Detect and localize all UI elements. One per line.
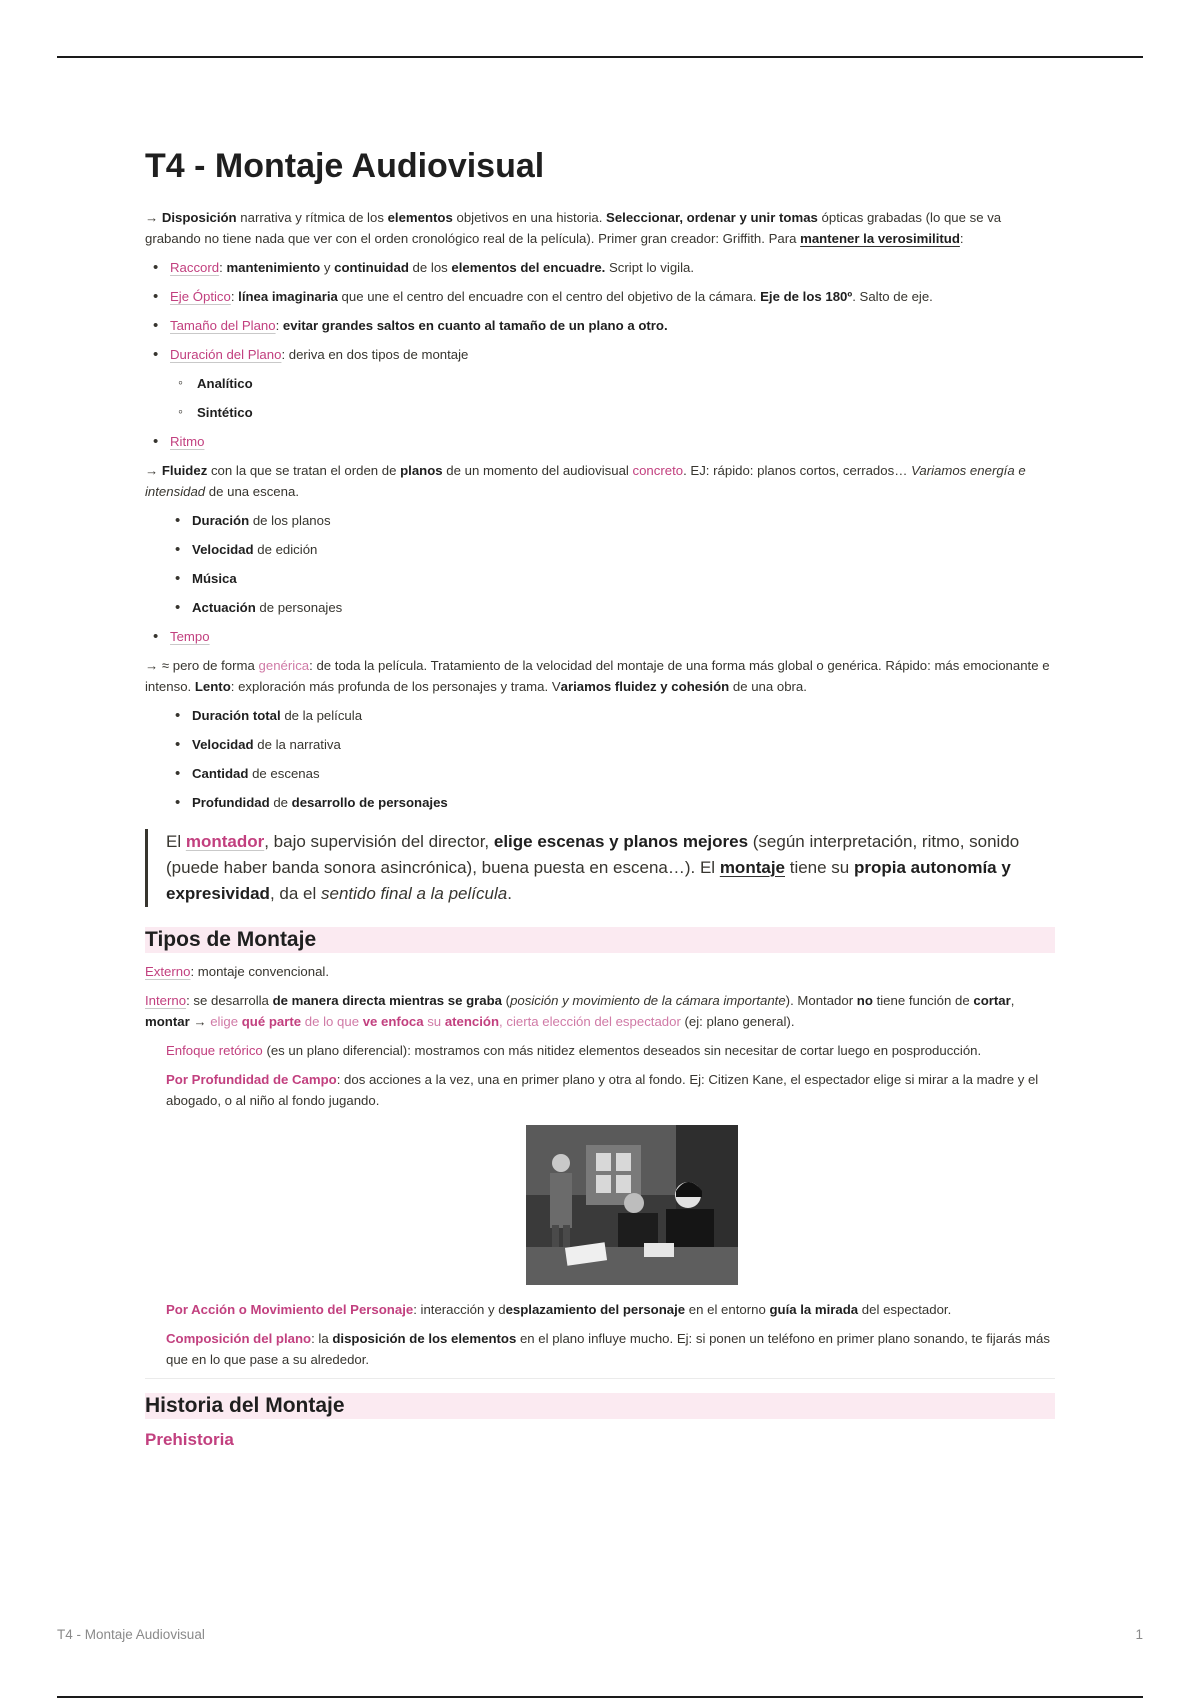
concepts-list [145, 257, 1055, 365]
bottom-rule [57, 1696, 1143, 1698]
link-tamano-plano[interactable]: Tamaño del Plano [170, 318, 276, 333]
link-tempo[interactable]: Tempo [170, 629, 210, 644]
link-raccord[interactable]: Raccord [170, 260, 220, 275]
page-title: T4 - Montaje Audiovisual [145, 147, 545, 185]
top-rule [57, 56, 1143, 58]
list-item: • Profundidad de desarrollo de personajes [145, 792, 1055, 813]
link-montaje[interactable]: montaje [719, 858, 785, 877]
list-item-ritmo [145, 431, 1055, 452]
ritmo-factors-list [145, 510, 1055, 618]
ritmo-list [145, 431, 1055, 452]
link-eje-optico[interactable]: Eje Óptico [170, 289, 231, 304]
list-item: • Duración de los planos [145, 510, 1055, 531]
list-item-raccord: • Raccord: mantenimiento y continuidad de los elementos del encuadre. Script lo vigila. [145, 257, 1055, 278]
link-interno[interactable]: Interno [145, 993, 187, 1008]
citizen-kane-still-image [526, 1125, 738, 1285]
generica-paragraph: → ≈ pero de forma genérica: de toda la película. Tratamiento de la velocidad del montaje de una forma más global o genérica. Rápido: más emocionante e intenso. Lento: exploración más profunda de los personajes y trama. Variamos fluidez y cohesión de una obra. [145, 658, 1050, 694]
profundidad-paragraph: Por Profundidad de Campo: dos acciones a la vez, una en primer plano y otra al fondo. Ej: Citizen Kane, el espectador elige si mirar a la madre y el abogado, o al niño al fondo jugando. [166, 1072, 1039, 1108]
section-heading-historia: Historia del Montaje [145, 1393, 1055, 1419]
subsection-heading-prehistoria: Prehistoria [145, 1430, 234, 1449]
intro-paragraph: → Disposición narrativa y rítmica de los elementos objetivos en una historia. Seleccionar, ordenar y unir tomas ópticas grabadas (lo que se va grabando no tiene nada que ver con el orden cronológico real de la película). Primer gran creador: Griffith. Para mantener la verosimilitud: [145, 210, 1002, 246]
link-ritmo[interactable]: Ritmo [170, 434, 205, 449]
document-body [145, 145, 1055, 1450]
sublist-item: ◦ Sintético [145, 402, 1055, 423]
accion-paragraph: Por Acción o Movimiento del Personaje: interacción y desplazamiento del personaje en el entorno guía la mirada del espectador. [166, 1302, 952, 1317]
tempo-list [145, 626, 1055, 647]
section-heading-tipos: Tipos de Montaje [145, 927, 1055, 953]
link-duracion-plano[interactable]: Duración del Plano [170, 347, 282, 362]
interno-subtypes [145, 1040, 1055, 1370]
externo-paragraph: Externo: montaje convencional. [145, 964, 330, 979]
list-item: • Velocidad de la narrativa [145, 734, 1055, 755]
link-externo[interactable]: Externo [145, 964, 191, 979]
list-item: • Actuación de personajes [145, 597, 1055, 618]
list-item-duracion: • Duración del Plano: deriva en dos tipos de montaje [145, 344, 1055, 365]
divider [145, 1378, 1055, 1379]
page-number: 1 [1135, 1627, 1143, 1642]
link-montador[interactable]: montador [185, 832, 265, 851]
fluidez-paragraph: → Fluidez con la que se tratan el orden de planos de un momento del audiovisual concreto. EJ: rápido: planos cortos, cerrados… Variamos energía e intensidad de una escena. [145, 463, 1026, 499]
tempo-factors-list [145, 705, 1055, 813]
list-item: • Cantidad de escenas [145, 763, 1055, 784]
page-footer [57, 1627, 1143, 1642]
montador-quote: El montador, bajo supervisión del director, elige escenas y planos mejores (según interpretación, ritmo, sonido (puede haber banda sonora asincrónica), buena puesta en escena…). El montaje tiene su propia autonomía y expresividad, da el sentido final a la película. [145, 829, 1055, 907]
list-item: • Velocidad de edición [145, 539, 1055, 560]
composicion-paragraph: Composición del plano: la disposición de los elementos en el plano influye mucho. Ej: si ponen un teléfono en primer plano sonando, te fijarás más que en lo que pase a su alrededor. [166, 1331, 1050, 1367]
enfoque-paragraph: Enfoque retórico (es un plano diferencial): mostramos con más nitidez elementos deseados sin necesitar de cortar luego en posproducción. [166, 1043, 982, 1058]
list-item-tempo [145, 626, 1055, 647]
sublist-item: ◦ Analítico [145, 373, 1055, 394]
list-item: • Música [145, 568, 1055, 589]
montaje-types-sublist [145, 373, 1055, 423]
list-item-tamano: • Tamaño del Plano: evitar grandes saltos en cuanto al tamaño de un plano a otro. [145, 315, 1055, 336]
footer-title: T4 - Montaje Audiovisual [57, 1627, 205, 1642]
interno-paragraph: Interno: se desarrolla de manera directa mientras se graba (posición y movimiento de la cámara importante). Montador no tiene función de cortar, montar → elige qué parte de lo que ve enfoca su atención, cierta elección del espectador (ej: plano general). [145, 993, 1015, 1029]
list-item: • Duración total de la película [145, 705, 1055, 726]
list-item-eje: • Eje Óptico: línea imaginaria que une el centro del encuadre con el centro del objetivo de la cámara. Eje de los 180º. Salto de eje. [145, 286, 1055, 307]
